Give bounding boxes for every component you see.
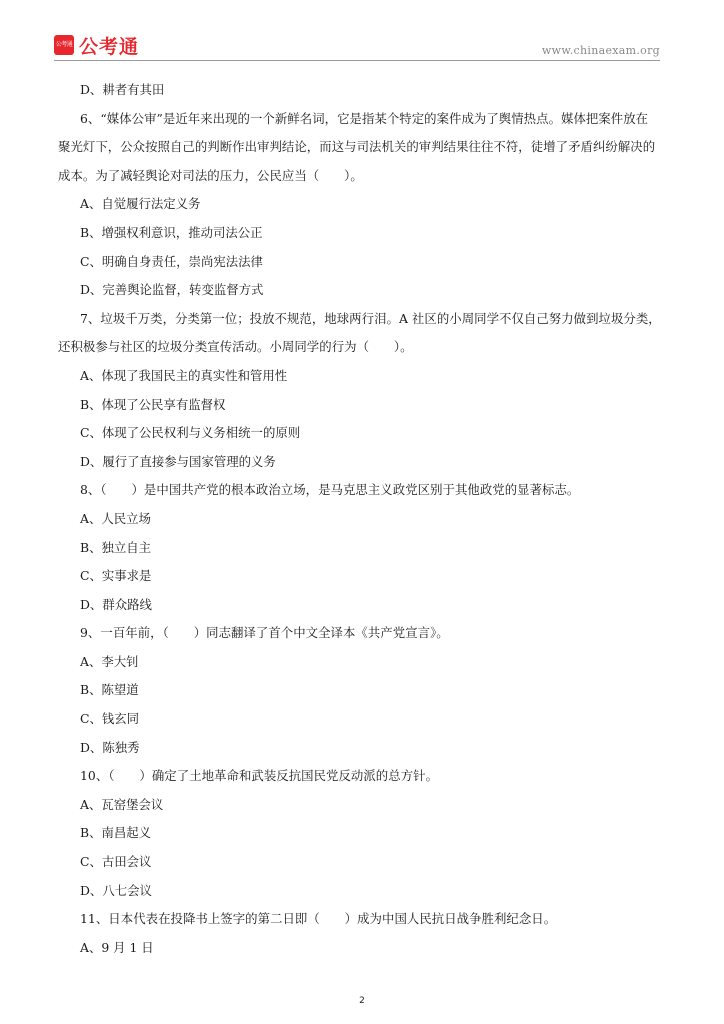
question-text: 9、一百年前，（ ）同志翻译了首个中文全译本《共产党宣言》。 [80,625,449,641]
header-divider [54,60,660,61]
answer-option: D、完善舆论监督，转变监督方式 [80,282,264,298]
brand-logo[interactable] [54,34,139,56]
question-text-continued: 还积极参与社区的垃圾分类宣传活动。小周同学的行为（ ）。 [58,339,413,355]
page-header [0,0,724,62]
answer-option: D、群众路线 [80,596,152,612]
answer-option: C、实事求是 [80,568,152,584]
answer-option: D、耕者有其田 [80,82,165,97]
logo-badge-icon: 公考通 [54,35,74,55]
answer-option: D、陈独秀 [80,739,140,755]
answer-option: B、陈望道 [80,682,139,698]
question-text: 10、（ ）确定了土地革命和武装反抗国民党反动派的总方针。 [80,768,439,784]
answer-option: A、瓦窑堡会议 [80,796,164,812]
site-url: www.chinaexam.org [541,44,660,57]
answer-option: C、钱玄同 [80,711,140,727]
answer-option: C、体现了公民权利与义务相统一的原则 [80,425,301,441]
answer-option: C、明确自身责任，崇尚宪法法律 [80,253,263,269]
document-body [58,76,670,962]
answer-option: B、独立自主 [80,539,152,555]
answer-option: A、9 月 1 日 [80,939,154,955]
logo-wordmark: 公考通 [79,35,140,58]
question-text-continued: 聚光灯下，公众按照自己的判断作出审判结论，而这与司法机关的审判结果往往不符，徒增了矛盾纠纷解决的 [58,139,656,155]
answer-option: D、八七会议 [80,882,152,898]
answer-option: D、履行了直接参与国家管理的义务 [80,453,276,469]
question-text: 8、（ ）是中国共产党的根本政治立场，是马克思主义政党区别于其他政党的显著标志。 [80,482,580,498]
answer-option: B、增强权利意识，推动司法公正 [80,224,263,240]
answer-option: A、自觉履行法定义务 [80,196,201,212]
answer-option: B、体现了公民享有监督权 [80,396,226,412]
page-number: 2 [359,996,365,1006]
answer-option: B、南昌起义 [80,825,152,841]
answer-option: C、古田会议 [80,854,152,870]
question-text: 11、日本代表在投降书上签字的第二日即（ ）成为中国人民抗日战争胜利纪念日。 [80,911,557,927]
question-text: 6、“媒体公审”是近年来出现的一个新鲜名词，它是指某个特定的案件成为了舆情热点。媒体把案件放在 [80,110,649,126]
question-text: 7、垃圾千万类，分类第一位；投放不规范，地球两行泪。A 社区的小周同学不仅自己努力做到垃圾分类， [80,310,661,326]
answer-option: A、人民立场 [80,510,151,526]
answer-option: A、李大钊 [80,653,139,669]
question-text-continued: 成本。为了减轻舆论对司法的压力，公民应当（ ）。 [58,167,363,183]
answer-option: A、体现了我国民主的真实性和管用性 [80,367,288,383]
